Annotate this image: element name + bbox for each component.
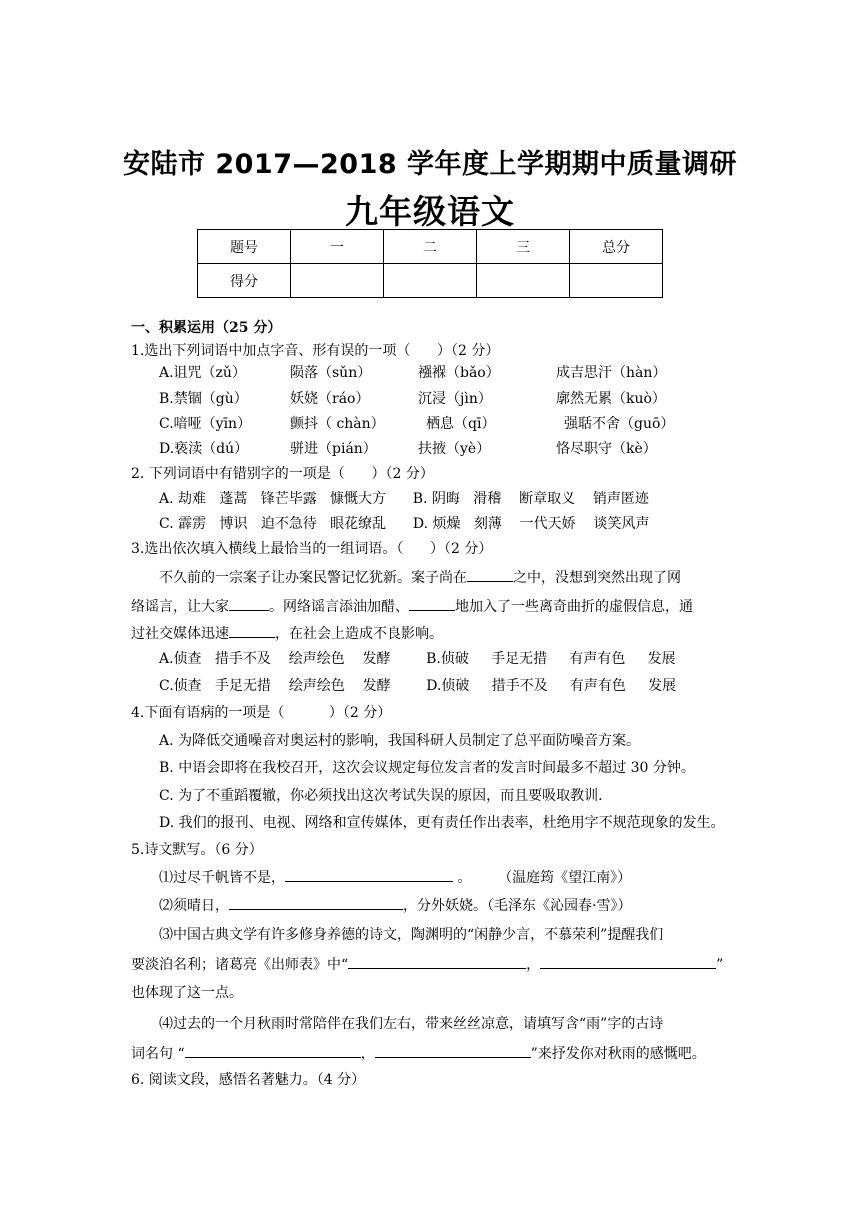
q2-options-row-2: C. 霹雳 博识 迫不急待 眼花缭乱 D. 烦燥 刻薄 一代天娇 谈笑风声 xyxy=(159,516,650,532)
blank[interactable] xyxy=(229,622,275,638)
q1-option-b3: 沉浸（jìn） xyxy=(418,391,492,407)
blank[interactable] xyxy=(185,1042,361,1058)
q4-option-d: D. 我们的报刊、电视、网络和宣传媒体，更有责任作出表率，杜绝用字不规范现象的发生。 xyxy=(159,815,725,831)
q1-option-b2: 妖娆（ráo） xyxy=(290,391,370,407)
blank[interactable] xyxy=(409,595,455,611)
q5-text: 词名句 “ xyxy=(131,1046,185,1062)
blank[interactable] xyxy=(229,894,403,910)
q3-options-row-2: C.侦查 手足无措 绘声绘色 发酵 D.侦破 措手不及 有声有色 发展 xyxy=(159,678,677,694)
blank[interactable] xyxy=(348,953,526,969)
q1-option-d4: 恪尽职守（kè） xyxy=(556,441,657,457)
q5-text: ⑵须晴日， xyxy=(159,898,229,914)
q5-text: ， xyxy=(526,957,541,973)
score-cell[interactable] xyxy=(291,264,384,298)
q5-text: 。 （温庭筠《望江南》） xyxy=(453,870,632,886)
q1-option-d1: D.亵渎（dú） xyxy=(159,441,249,457)
question-6-stem: 6. 阅读文段，感悟名著魅力。（4 分） xyxy=(131,1072,366,1088)
q5-line-2 xyxy=(159,894,631,916)
q5-text: ，分外妖娆。（毛泽东《沁园春·雪》） xyxy=(403,898,632,914)
q1-option-d3: 扶掖（yè） xyxy=(418,441,491,457)
score-cell[interactable] xyxy=(384,264,477,298)
score-header-cell: 一 xyxy=(291,230,384,264)
q5-line-6: ⑷过去的一个月秋雨时常陪伴在我们左右，带来丝丝凉意，请填写含“雨”字的古诗 xyxy=(159,1016,664,1032)
q1-option-c2: 颤抖（ chàn） xyxy=(290,416,385,432)
q5-text: ⑴过尽千帆皆不是， xyxy=(159,870,285,886)
q3-passage-line-2 xyxy=(131,595,693,617)
q1-option-b4: 廓然无累（kuò） xyxy=(556,391,666,407)
q5-line-3: ⑶中国古典文学有许多修身养德的诗文，陶渊明的“闲静少言，不慕荣利”提醒我们 xyxy=(159,927,664,943)
blank[interactable] xyxy=(375,1042,531,1058)
q5-line-1 xyxy=(159,866,631,888)
exam-title: 安陆市 2017—2018 学年度上学期期中质量调研 xyxy=(122,149,738,180)
question-1-stem: 1.选出下列词语中加点字音、形有误的一项（ ）（2 分） xyxy=(131,343,500,359)
question-2-stem: 2. 下列词语中有错别字的一项是（ ）（2 分） xyxy=(131,466,434,482)
q5-line-7 xyxy=(131,1042,706,1064)
blank[interactable] xyxy=(467,566,513,582)
q3-text: 之中，没想到突然出现了网 xyxy=(513,570,681,586)
q1-option-b1: B.禁锢（gù） xyxy=(159,391,248,407)
question-3-stem: 3.选出依次填入横线上最恰当的一组词语。（ ）（2 分） xyxy=(131,541,493,557)
score-cell[interactable] xyxy=(477,264,570,298)
score-cell[interactable] xyxy=(570,264,663,298)
q1-option-a1: A.诅咒（zǔ） xyxy=(159,365,246,381)
q1-option-c3: 栖息（qī） xyxy=(426,416,496,432)
q3-text: 地加入了一些离奇曲折的虚假信息，通 xyxy=(455,599,693,615)
q5-text: ” xyxy=(716,957,724,973)
q3-text: 络谣言，让大家 xyxy=(131,599,229,615)
q3-text: 不久前的一宗案子让办案民警记忆犹新。案子尚在 xyxy=(159,570,467,586)
q4-option-b: B. 中语会即将在我校召开，这次会议规定每位发言者的发言时间最多不超过 30 分钟。 xyxy=(159,760,695,776)
q3-text: 。网络谣言添油加醋、 xyxy=(269,599,409,615)
score-table-header-row xyxy=(198,230,663,264)
score-table xyxy=(197,229,663,298)
q3-passage-line-1 xyxy=(159,566,681,588)
question-4-stem: 4.下面有语病的一项是（ ）（2 分） xyxy=(131,705,392,721)
score-row-label: 得分 xyxy=(198,264,291,298)
q1-option-a3: 襁褓（bǎo） xyxy=(418,365,500,381)
q1-option-d2: 骈进（pián） xyxy=(290,441,377,457)
q3-text: 过社交媒体迅速 xyxy=(131,626,229,642)
q5-text: ， xyxy=(360,1046,375,1062)
blank[interactable] xyxy=(285,866,453,882)
q5-text: 要淡泊名利；诸葛亮《出师表》中“ xyxy=(131,957,349,973)
question-5-stem: 5.诗文默写。（6 分） xyxy=(131,842,263,858)
score-header-cell: 总分 xyxy=(570,230,663,264)
q1-option-a4: 成吉思汗（hàn） xyxy=(556,365,667,381)
q5-text: ”来抒发你对秋雨的感慨吧。 xyxy=(530,1046,706,1062)
blank[interactable] xyxy=(229,595,269,611)
q2-options-row-1: A. 劫难 蓬蒿 锋芒毕露 慷慨大方 B. 阴晦 滑稽 断章取义 销声匿迹 xyxy=(159,491,649,507)
exam-subtitle: 九年级语文 xyxy=(345,192,515,231)
q3-text: ，在社会上造成不良影响。 xyxy=(275,626,443,642)
blank[interactable] xyxy=(540,953,716,969)
q4-option-a: A. 为降低交通噪音对奥运村的影响，我国科研人员制定了总平面防噪音方案。 xyxy=(159,733,641,749)
q1-option-a2: 陨落（sǔn） xyxy=(290,365,372,381)
q5-line-5: 也体现了这一点。 xyxy=(131,985,243,1001)
score-table-score-row xyxy=(198,264,663,298)
score-header-cell: 三 xyxy=(477,230,570,264)
q1-option-c1: C.喑哑（yīn） xyxy=(159,416,252,432)
q3-passage-line-3 xyxy=(131,622,443,644)
q3-options-row-1: A.侦查 措手不及 绘声绘色 发酵 B.侦破 手足无措 有声有色 发展 xyxy=(159,651,676,667)
section-title: 一、积累运用（25 分） xyxy=(131,320,282,336)
q1-option-c4: 强聒不舍（guō） xyxy=(564,416,675,432)
score-header-cell: 二 xyxy=(384,230,477,264)
q4-option-c: C. 为了不重蹈覆辙，你必须找出这次考试失误的原因，而且要吸取教训. xyxy=(159,788,603,804)
q5-line-4 xyxy=(131,953,723,975)
score-header-cell: 题号 xyxy=(198,230,291,264)
